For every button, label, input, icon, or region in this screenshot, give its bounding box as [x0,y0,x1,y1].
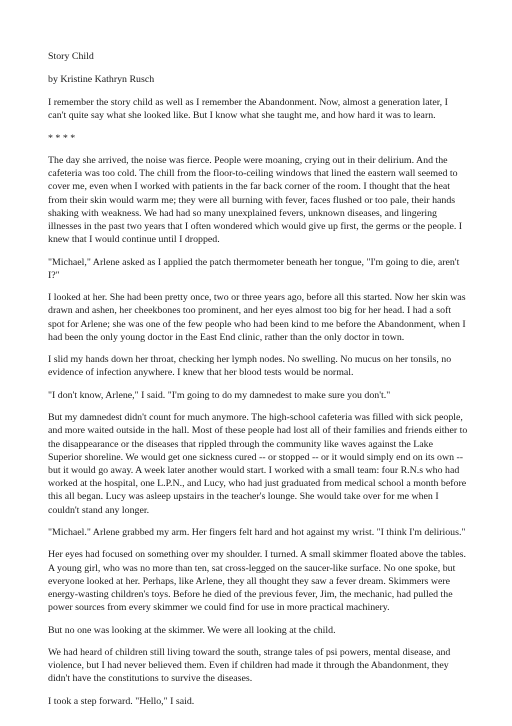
paragraph: We had heard of children still living toward the south, strange tales of psi powers, mental disease, and violence, but I had never believed them. Even if children had made it through the Abandonment, they didn't have the constitutions to survive the diseases. [48,646,451,685]
paragraph: I remember the story child as well as I remember the Abandonment. Now, almost a generation later, I can't quite say what she looked like. But I know what she taught me, and how hard it was to learn. [48,97,448,122]
paragraph: The day she arrived, the noise was fierce. People were moaning, crying out in their delirium. And the cafeteria was too cold. The chill from the floor-to-ceiling windows that lined the eastern wall seemed to cover me, even when I worked with patients in the far back corner of the room. I thought that the heat from their skin would warm me; they were all burning with fever, faces flushed or too pale, their hands shaking with weakness. We had had so many unexplained fevers, unknown diseases, and lingering illnesses in the past two years that I often wondered which would give up first, the germs or the people. I knew that I would continue until I dropped. [48,154,463,246]
paragraph: I took a step forward. "Hello," I said. [48,695,195,707]
author-byline: by Kristine Kathryn Rusch [48,74,155,85]
paragraph: "Michael," Arlene asked as I applied the patch thermometer beneath her tongue, "I'm going to die, aren't I?" [48,256,460,281]
paragraph: I slid my hands down her throat, checking her lymph nodes. No swelling. No mucus on her tonsils, no evidence of infection anywhere. I knew that her blood tests would be normal. [48,354,452,379]
document-title: Story Child [48,51,94,62]
paragraph: I looked at her. She had been pretty once, two or three years ago, before all this started. Now her skin was drawn and ashen, her cheekbones too prominent, and her eyes almost too big for her head. I had a soft spot for Arlene; she was one of the few people who had been kind to me before the Abandonment, when I had been the only young doctor in the East End clinic, rather than the only doctor in town. [48,292,466,343]
paragraph: Her eyes had focused on something over my shoulder. I turned. A small skimmer floated above the tables. A young girl, who was no more than ten, sat cross-legged on the saucer-like surface. No one spoke, but everyone looked at her. Perhaps, like Arlene, they all thought they saw a fever dream. Skimmers were energy-wasting children's toys. Before he died of the previous fever, Jim, the mechanic, had pulled the power sources from every skimmer we could find for use in more practical machinery. [48,549,466,614]
paragraph: "I don't know, Arlene," I said. "I'm going to do my damnedest to make sure you don't." [48,389,391,401]
section-break: * * * * [48,132,76,144]
paragraph: But no one was looking at the skimmer. We were all looking at the child. [48,624,336,636]
document-page [48,50,468,717]
paragraph: "Michael." Arlene grabbed my arm. Her fingers felt hard and hot against my wrist. "I think I'm delirious." [48,526,466,538]
paragraph: But my damnedest didn't count for much anymore. The high-school cafeteria was filled with sick people, and more waited outside in the hall. Most of these people had lost all of their families and friends either to the disappearance or the diseases that rippled through the community like waves against the Lake Superior shoreline. We would get one sickness cured -- or stopped -- or it would simply end on its own -- but it would go away. A week later another would start. I worked with a small team: four R.N.s who had worked at the hospital, one L.P.N., and Lucy, who had just graduated from medical school a month before this all began. Lucy was asleep upstairs in the teacher's lounge. She would take over for me when I couldn't stand any longer. [48,412,468,516]
